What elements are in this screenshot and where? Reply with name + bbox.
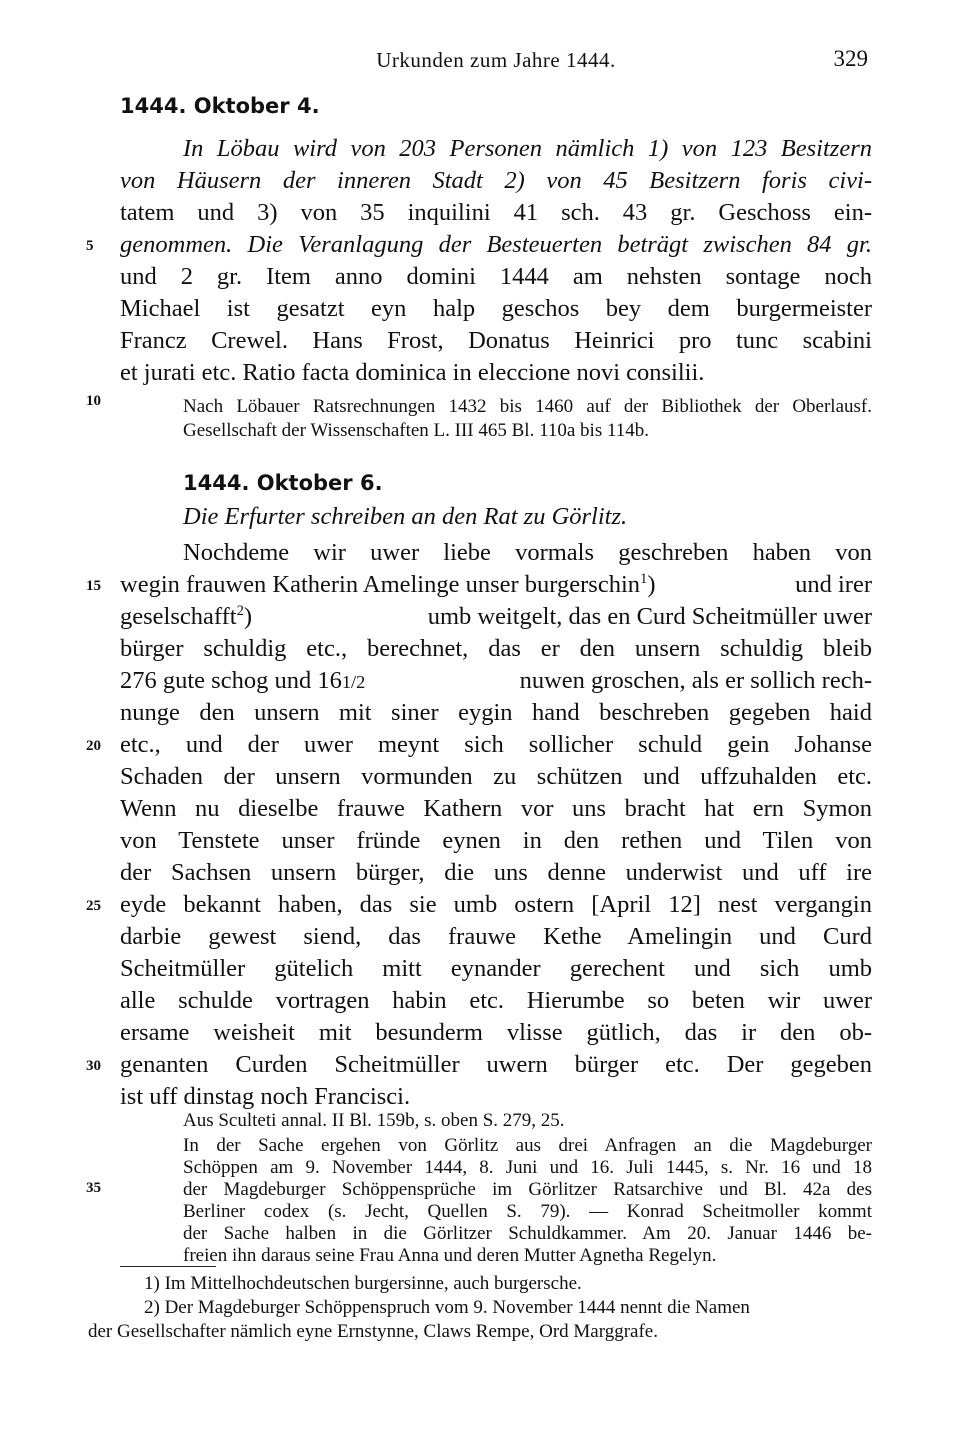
entry-2-line-8: Schaden der unsern vormunden zu schützen und uffzuhalden etc. <box>120 763 872 790</box>
entry-2-line-17: genanten Curden Scheitmüller uwern bürger etc. Der gegeben <box>120 1051 872 1078</box>
page-number: 329 <box>833 46 868 71</box>
fraction-half: 1/2 <box>341 672 366 692</box>
entry-2-source-7: freien ihn daraus seine Frau Anna und deren Mutter Agnetha Regelyn. <box>183 1245 717 1266</box>
entry-2-line-3 <box>120 601 872 633</box>
entry-1-line-3: tatem und 3) von 35 inquilini 41 sch. 43 gr. Geschoss ein- <box>120 199 872 226</box>
entry-1-line-6: Michael ist gesatzt eyn halp geschos bey dem burgermeister <box>120 295 872 322</box>
footnote-2-continued: der Gesellschafter nämlich eyne Ernstynne, Claws Rempe, Ord Marggrafe. <box>88 1321 658 1342</box>
footnote-2: 2) Der Magdeburger Schöppenspruch vom 9. November 1444 nennt die Namen <box>144 1297 750 1318</box>
entry-2-source-6: der Sache halben in die Görlitzer Schuldkammer. Am 20. Januar 1446 be- <box>183 1223 872 1244</box>
entry-2-line-3-tail: umb weitgelt, das en Curd Scheitmüller uwer <box>427 603 872 630</box>
entry-1-line-8: et jurati etc. Ratio facta dominica in eleccione novi consilii. <box>120 359 705 386</box>
entry-2-line-12: eyde bekannt haben, das sie umb ostern [April 12] nest vergangin <box>120 891 872 918</box>
entry-1-line-2: von Häusern der inneren Stadt 2) von 45 Besitzern foris civi- <box>120 167 872 194</box>
entry-heading-2: 1444. Oktober 6. <box>183 471 383 495</box>
entry-2-source-1: Aus Sculteti annal. II Bl. 159b, s. oben S. 279, 25. <box>183 1110 565 1131</box>
line-number-5: 5 <box>86 238 94 254</box>
entry-2-line-7: etc., und der uwer meynt sich sollicher schuld gein Johanse <box>120 731 872 758</box>
entry-2-line-2-tail: und irer <box>795 571 872 598</box>
page-header <box>120 44 872 84</box>
entry-1-source-1: Nach Löbauer Ratsrechnungen 1432 bis 1460 auf der Bibliothek der Oberlausf. <box>183 396 872 417</box>
entry-2-line-14: Scheitmüller gütelich mitt eynander gerechent und sich umb <box>120 955 872 982</box>
entry-2-line-13: darbie gewest siend, das frauwe Kethe Amelingin und Curd <box>120 923 872 950</box>
entry-2-line-5 <box>120 665 872 697</box>
line-number-30: 30 <box>86 1058 101 1074</box>
footnote-mark-2: 2 <box>236 602 244 619</box>
entry-2-source-4: der Magdeburger Schöppensprüche im Görlitzer Ratsarchive und Bl. 42a des <box>183 1179 872 1200</box>
entry-2-line-5-text: 276 gute schog und 16 <box>120 667 342 694</box>
entry-2-line-5-tail: nuwen groschen, als er sollich rech- <box>519 667 872 694</box>
entry-2-line-10: von Tenstete unser fründe eynen in den rethen und Tilen von <box>120 827 872 854</box>
entry-2-source-3: Schöppen am 9. November 1444, 8. Juni und 16. Juli 1445, s. Nr. 16 und 18 <box>183 1157 872 1178</box>
entry-1-line-1: In Löbau wird von 203 Personen nämlich 1) von 123 Besitzern <box>183 135 872 162</box>
entry-2-line-9: Wenn nu dieselbe frauwe Kathern vor uns bracht hat ern Symon <box>120 795 872 822</box>
entry-2-line-4: bürger schuldig etc., berechnet, das er den unsern schuldig bleib <box>120 635 872 662</box>
footnote-mark-paren-1: ) <box>647 571 656 598</box>
entry-2-line-2 <box>120 569 872 601</box>
entry-2-line-6: nunge den unsern mit siner eygin hand beschreben gegeben haid <box>120 699 872 726</box>
footnote-separator <box>120 1266 216 1267</box>
running-title: Urkunden zum Jahre 1444. <box>376 48 616 72</box>
entry-1-source-2: Gesellschaft der Wissenschaften L. III 465 Bl. 110a bis 114b. <box>183 420 650 441</box>
line-number-20: 20 <box>86 738 101 754</box>
entry-heading-1: 1444. Oktober 4. <box>120 94 320 118</box>
entry-1-line-5: und 2 gr. Item anno domini 1444 am nehsten sontage noch <box>120 263 872 290</box>
entry-2-line-3-text: geselschafft <box>120 603 237 630</box>
entry-2-summary: Die Erfurter schreiben an den Rat zu Görlitz. <box>183 503 628 530</box>
entry-1-line-7: Francz Crewel. Hans Frost, Donatus Heinrici pro tunc scabini <box>120 327 872 354</box>
entry-2-line-2-text: wegin frauwen Katherin Amelinge unser burgerschin <box>120 571 641 598</box>
line-number-35: 35 <box>86 1180 101 1196</box>
entry-2-source-5: Berliner codex (s. Jecht, Quellen S. 79). — Konrad Scheitmoller kommt <box>183 1201 872 1222</box>
footnote-1: 1) Im Mittelhochdeutschen burgersinne, auch burgersche. <box>144 1273 582 1294</box>
entry-1-line-4: genommen. Die Veranlagung der Besteuerten beträgt zwischen 84 gr. <box>120 231 872 258</box>
entry-2-line-1: Nochdeme wir uwer liebe vormals geschreben haben von <box>183 539 872 566</box>
line-number-15: 15 <box>86 578 101 594</box>
entry-2-line-16: ersame weisheit mit besunderm vlisse gütlich, das ir den ob- <box>120 1019 872 1046</box>
footnote-mark-paren-2: ) <box>243 603 253 630</box>
line-number-25: 25 <box>86 898 101 914</box>
entry-2-line-18: ist uff dinstag noch Francisci. <box>120 1083 411 1110</box>
footnote-mark-1: 1 <box>640 570 648 587</box>
entry-2-line-11: der Sachsen unsern bürger, die uns denne underwist und uff ire <box>120 859 872 886</box>
entry-2-line-15: alle schulde vortragen habin etc. Hierumbe so beten wir uwer <box>120 987 872 1014</box>
entry-2-source-2: In der Sache ergehen von Görlitz aus drei Anfragen an die Magdeburger <box>183 1135 872 1156</box>
line-number-10: 10 <box>86 393 101 409</box>
